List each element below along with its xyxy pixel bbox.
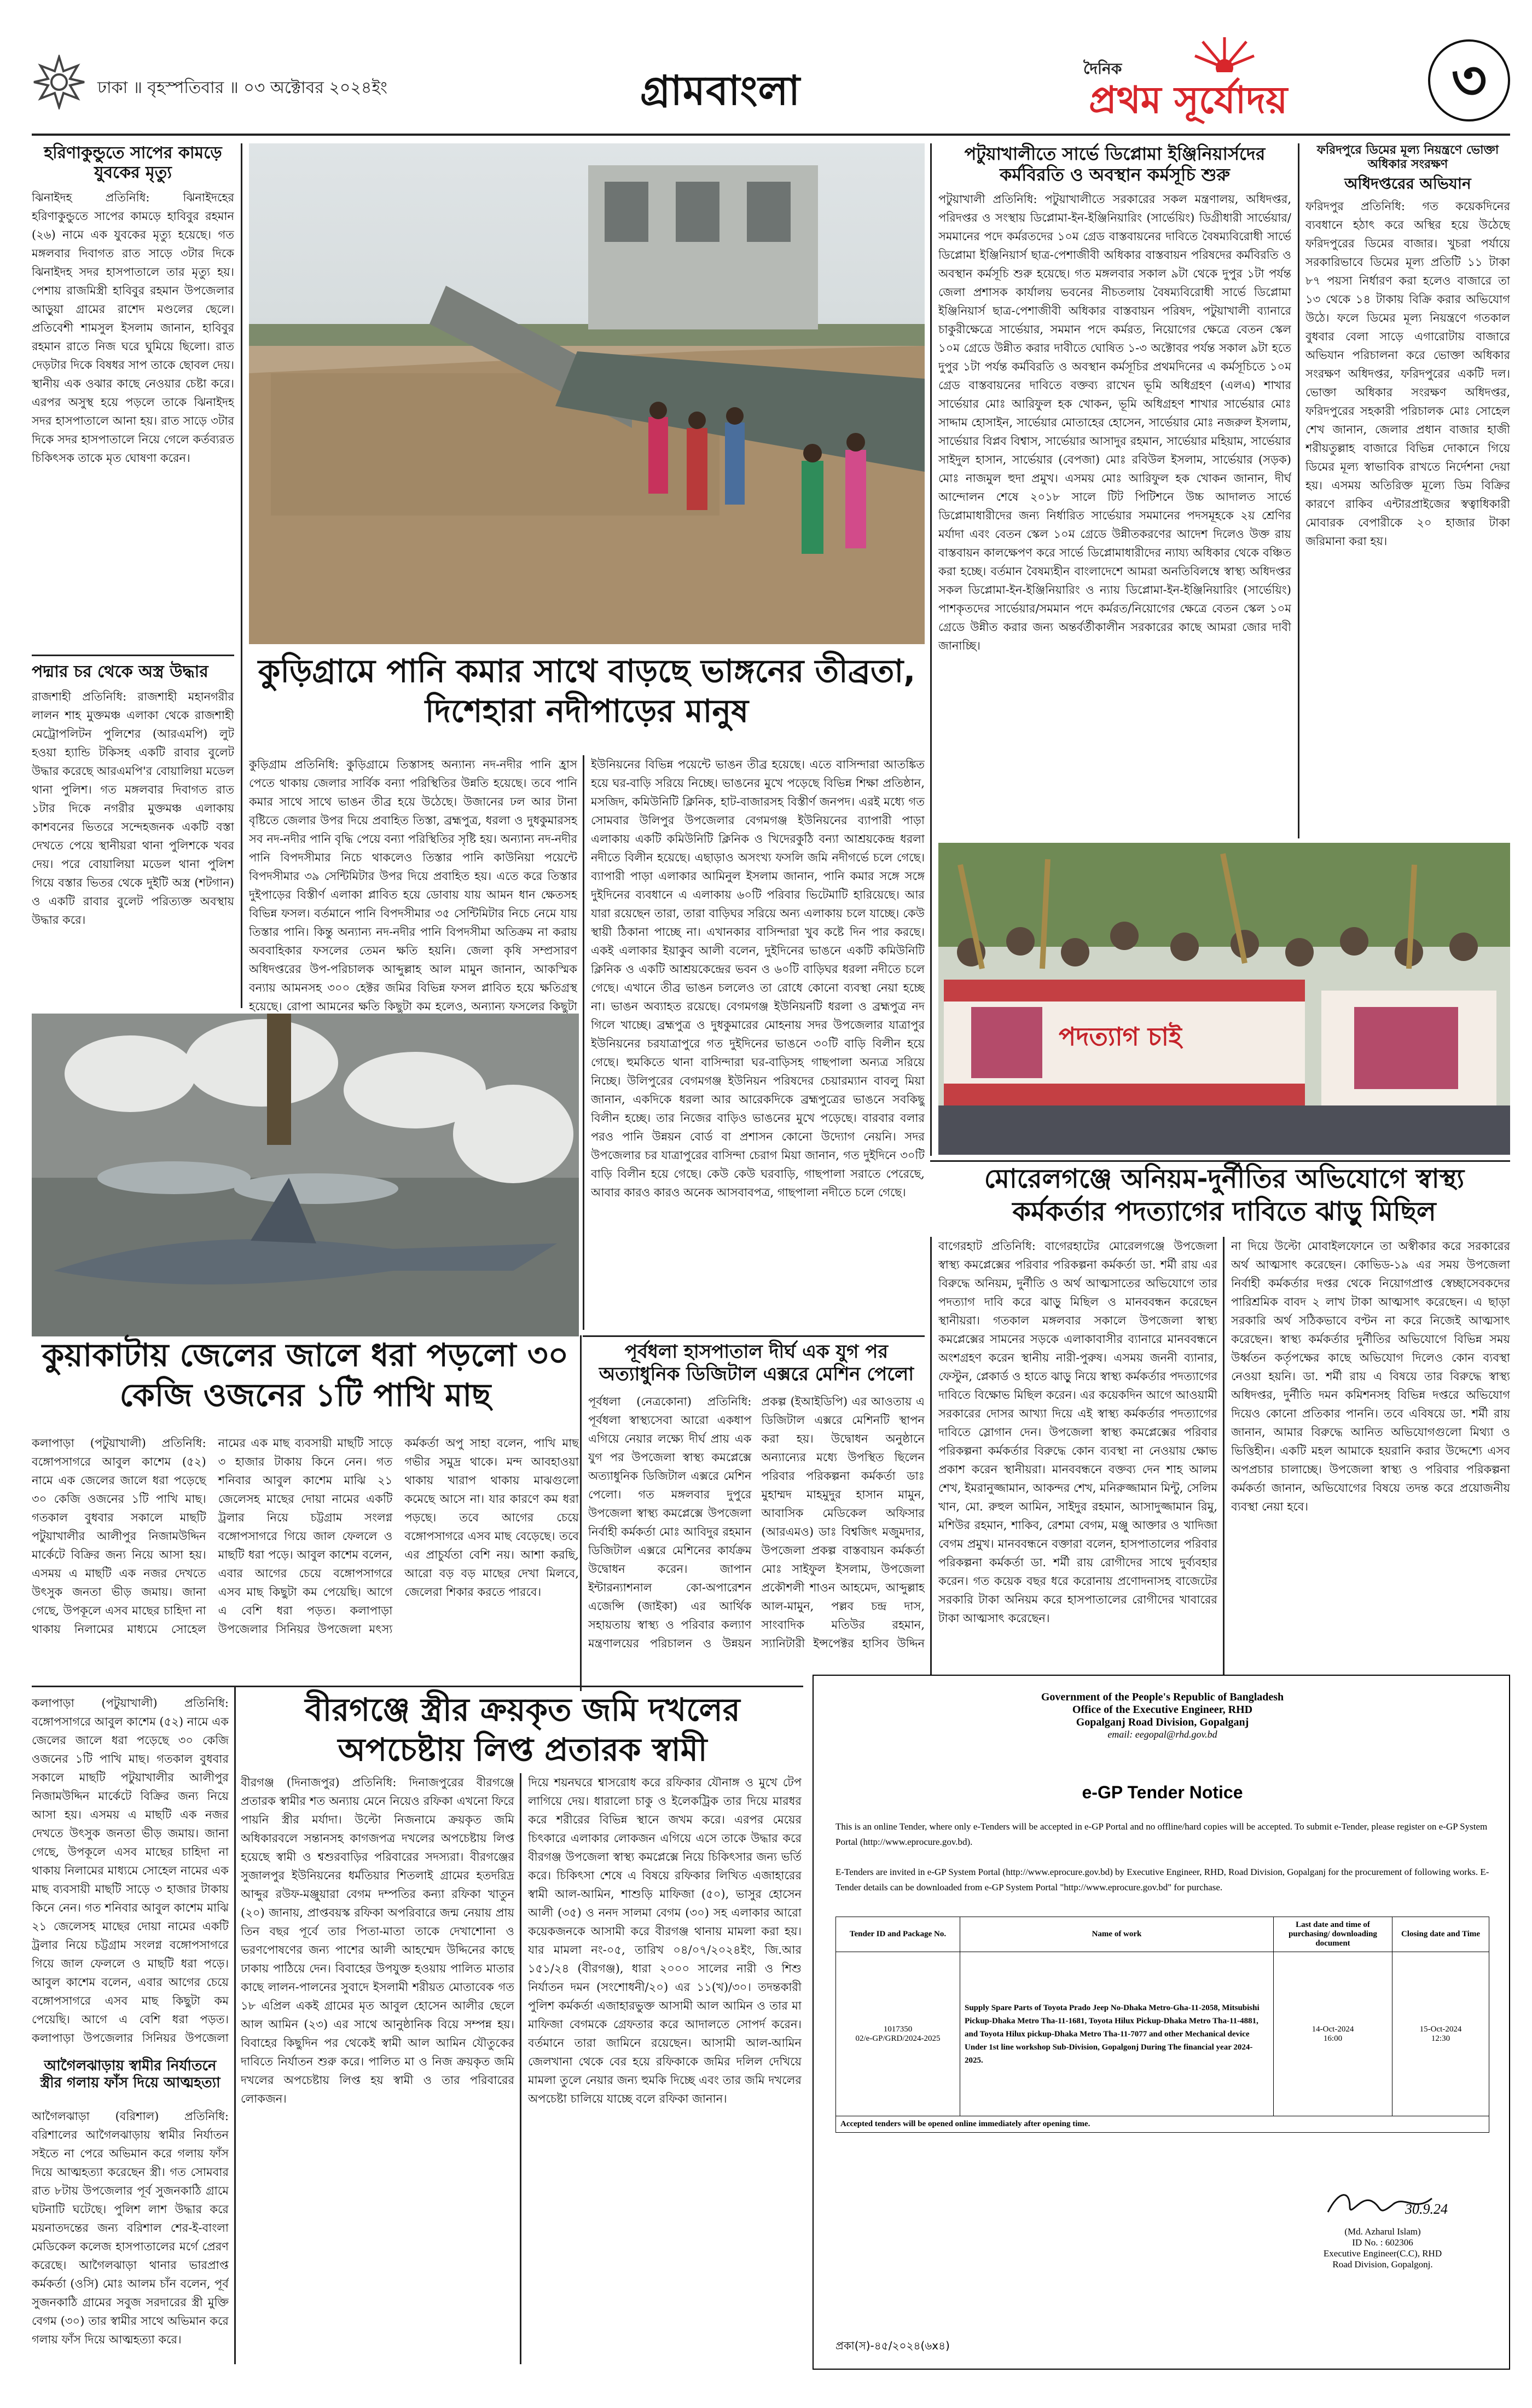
body-faridpur: ফরিদপুর প্রতিনিধি: গত কয়েকদিনের ব্যবধানে হঠাৎ করে অস্থির হয়ে উঠেছে ফরিদপুরের ডিমের বাজার। খুচরা পর্যায়ে সরকারিভাবে ডিমের মূল্য প্রতিটি ১১ টাকা ৮৭ পয়সা নির্ধারণ করা হলেও বাজারে তা ১৩ থেকে ১৪ টাকায় বিক্রি করার অভিযোগ উঠে। ফলে ডিমের মূল্য নিয়ন্ত্রণে গতকাল বুধবার বেলা সাড়ে এগারোটায় বাজারে অভিযান পরিচালনা করে ভোক্তা অধিকার সংরক্ষণ অধিদপ্তর, ফরিদপুরের একটি দল। ভোক্তা অধিকার সংরক্ষণ অধিদপ্তর, ফরিদপুরের সহকারী পরিচালক মোঃ সোহেল শেখ জানান, জেলার প্রধান বাজার হাজী শরীয়তুল্লাহ বাজারে বিভিন্ন দোকানে গিয়ে ডিমের মূল্য স্বাভাবিক রাখতে নির্দেশনা দেয়া হয়। এসময় অতিরিক্ত মূল্যে ডিম বিক্রির কারণে রাকিব এন্টারপ্রাইজের স্বত্বাধিকারী মোবারক বেপারীকে ২০ হাজার টাকা জরিমানা করা হয়।: [1305, 200, 1510, 548]
last-date: 14-Oct-2024: [1312, 2024, 1354, 2034]
th-name-of-work: Name of work: [960, 1917, 1274, 1952]
th-tender-id: Tender ID and Package No.: [836, 1917, 960, 1952]
accepted-note: Accepted tenders will be opened online immediately after opening time.: [836, 2116, 1489, 2133]
headline-snakebite: হরিণাকুন্ডুতে সাপের কামড়ে যুবকের মৃত্যু: [44, 143, 222, 182]
body-dowry-left: বীরগঞ্জ (দিনাজপুর) প্রতিনিধি: দিনাজপুরের বীরগঞ্জে প্রতারক স্বামীর শত অন্যায় মেনে নিয়েও রফিকা এখনো ফিরে পায়নি স্ত্রীর মর্যাদা। উল্টো নিজনামে ক্রয়কৃত জমি অধিকারবলে সন্তানসহ কাগজপত্র দখলের অপচেষ্টায় লিপ্ত হয়েছে স্বামী ও শ্বশুরবাড়ির পরিবারের সদস্যরা। বীরগঞ্জের সুজালপুর ইউনিয়নের ধর্মতিয়ার শিতলাই গ্রামের হতদরিদ্র আব্দুর রউফ-মঞ্জুয়ারা বেগম দম্পতির কন্যা রফিকা খাতুন (২০) জানায়, প্রাপ্তবয়স্ক রফিকা অপরিবারে জন্ম নেয়ায় প্রায় তিন বছর পূর্বে তার পিতা-মাতা তাকে দেখাশোনা ও ভরণপোষণের জন্য পাশের আলী আহম্মেদ উদ্দিনের কাছে ঢাকায় পাঠিয়ে দেন। বিবাহের উপযুক্ত হওয়ায় পালিত মাতার কাছে লালন-পালনের সুবাদে ইসলামী শরীয়ত মোতাবেক গত ১৮ এপ্রিল একই গ্রামের মৃত আবুল হোসেন আলীর ছেলে আল আমিন (২৩) এর সাথে আনুষ্ঠানিক বিয়ে সম্পন্ন হয়। বিবাহের কিছুদিন পর থেকেই স্বামী আল আমিন যৌতুকের দাবিতে নির্যাতন শুরু করে। পালিত মা ও নিজ ক্রয়কৃত জমি দখলের অপচেষ্টায় লিপ্ত হয় স্বামী ও তার পরিবারের লোকজন।: [241, 1776, 514, 2105]
banner-text: পদত্যাগ চাই: [1059, 1022, 1182, 1051]
paper-logo: [1051, 30, 1401, 123]
gov-line-2: Office of the Executive Engineer, RHD: [1072, 1704, 1253, 1716]
last-time: 16:00: [1323, 2034, 1343, 2043]
rule-dowry-mid: [520, 1773, 521, 2364]
photo-riverbank: [249, 143, 925, 644]
page-number-box: [1428, 39, 1510, 121]
body-snakebite: ঝিনাইদহ প্রতিনিধি: ঝিনাইদহের হরিণাকুন্ডুতে সাপের কামড়ে হাবিবুর রহমান (২৬) নামে এক যুবকের মৃত্যু হয়েছে। গত মঙ্গলবার দিবাগত রাত সাড়ে ৩টার দিকে ঝিনাইদহ সদর হাসপাতালে তার মৃত্যু হয়। পেশায় রাজমিস্ত্রী হাবিবুর রহমান উপজেলার আড়ুয়া গ্রামের রাশেদ মণ্ডলের ছেলে। প্রতিবেশী শামসুল ইসলাম জানান, হাবিবুর রহমান রাতে নিজ ঘরে ঘুমিয়ে ছিলো। রাত দেড়টার দিকে বিষধর সাপ তাকে ছোবল দেয়। স্থানীয় এক ওঝার কাছে নেওয়ার চেষ্টা করে। এরপর অসুস্থ হয়ে পড়লে তাকে ঝিনাইদহ সদর হাসপাতালে আনা হয়। রাত সাড়ে ৩টার দিকে সদর হাসপাতালে নিয়ে গেলে কর্তব্যরত চিকিৎসক তাকে মৃত ঘোষণা করেন।: [32, 191, 234, 465]
photo-protest: [938, 843, 1510, 1155]
th-last-date: Last date and time of purchasing/ downloading document: [1274, 1917, 1392, 1952]
cell-work: Supply Spare Parts of Toyota Prado Jeep No-Dhaka Metro-Gha-11-2058, Mitsubishi Pickup-Dhaka Metro Tha-11-1681, Toyota Hilux Pickup-Dhaka Metro Tha-11-4881, and Toyota Hilux pickup-Dhaka Metro Tha-11-7077 and other Mechanical device Under 1st line workshop Sub-Division, Gopalgonj During The financial year 2024-2025.: [960, 1952, 1274, 2116]
body-morrelganj-right: না দিয়ে উল্টো মোবাইলফোনে তা অস্বীকার করে সরকারের অর্থ আত্মসাৎ করেছেন। কোভিড-১৯ এর সময় উপজেলা নির্বাহী কর্মকর্তার দপ্তর থেকে নিয়োগপ্রাপ্ত স্বেচ্ছাসেবকদের পারিশ্রমিক বাবদ ২ লাখ টাকা আত্মসাৎ করেছেন। এ ছাড়া সরকারি অর্থ সঠিকভাবে বণ্টন না করে নিজেই আত্মসাৎ করেছেন। স্বাস্থ্য কর্মকর্তার দুর্নীতির অভিযোগে বিভিন্ন সময় উর্ধ্বতন কর্তৃপক্ষের কাছে অভিযোগ দিলেও কোন ব্যবস্থা নেওয়া হয়নি। ডা. শর্মী রায় এ বিষয়ে তার বিরুদ্ধে স্বাস্থ্য অধিদপ্তর, দুর্নীতি দমন কমিশনসহ বিভিন্ন দপ্তরে অভিযোগ দিয়েও কোনো প্রতিকার পাননি। তবে এবিষয়ে ডা. শর্মী রায় জানান, আমার বিরুদ্ধে আনিত অভিযোগগুলো মিথ্যা ও ভিত্তিহীন। একটি মহল আমাকে হয়রানি করার উদ্দেশ্যে এসব অপপ্রচার চালাচ্ছে। উপজেলা স্বাস্থ্য ও পরিবার পরিকল্পনা কর্মকর্তা জানান, অভিযোগের বিষয়ে তদন্ত করে প্রয়োজনীয় ব্যবস্থা নেয়া হবে।: [1231, 1240, 1510, 1513]
gov-line-3: Gopalganj Road Division, Gopalganj: [1076, 1716, 1249, 1728]
page-number: ৩: [1451, 48, 1487, 112]
rule-morrelganj-top: [930, 1160, 1510, 1162]
sig-name: (Md. Azharul Islam): [1344, 2226, 1421, 2237]
masthead: [0, 0, 1532, 137]
rule-col1: [241, 143, 242, 1008]
headline-purbadhala: পূর্বধলা হাসপাতাল দীর্ঘ এক যুগ পর অত্যাধুনিক ডিজিটাল এক্সরে মেশিন পেলো: [599, 1341, 914, 1385]
signature: [1284, 2185, 1481, 2270]
sig-title-2: Road Division, Gopalgonj.: [1332, 2259, 1433, 2270]
ornament-icon: [32, 55, 86, 109]
table-row: [836, 1952, 1489, 2116]
body-fish: কলাপাড়া (পটুয়াখালী) প্রতিনিধি: বঙ্গোপসাগরে আবুল কাশেম (৫২) নামে এক জেলের জালে ধরা পড়েছে ৩০ কেজি ওজনের ১টি পাখি মাছ। গতকাল বুধবার সকালে মাছটি পটুয়াখালীর আলীপুর নিজামউদ্দিন মার্কেটে বিক্রির জন্য নিয়ে আসা হয়। এসময় এ মাছটি এক নজর দেখতে উৎসুক জনতা ভীড় জমায়। জানা গেছে, উপকূলে এসব মাছের চাহিদা না থাকায় নিলামের মাধ্যমে সোহেল নামের এক মাছ ব্যবসায়ী মাছটি সাড়ে ৩ হাজার টাকায় কিনে নেন। গত শনিবার আবুল কাশেম মাঝি ২১ জেলেসহ মাছের দোয়া নামের একটি ট্রলার নিয়ে চট্টগ্রাম সংলগ্ন বঙ্গোপসাগরে গিয়ে জাল ফেললে ও মাছটি ধরা পড়ে। আবুল কাশেম বলেন, এবার আগের চেয়ে বঙ্গোপসাগরে এসব মাছ কিছুটা কম পেয়েছি। আগে এ বেশি ধরা পড়ত। কলাপাড়া উপজেলার সিনিয়র উপজেলা মৎস্য কর্মকর্তা অপু সাহা বলেন, পাখি মাছ গভীর সমুদ্র থাকে। মন্দ আবহাওয়া থাকায় খারাপ থাকায় মাঝগুলো কমেছে আসে না। যার কারণে কম ধরা পড়ছে। তবে আগের চেয়ে বঙ্গোপসাগরে এসব মাছ বেড়েছে। তবে এর প্রাচুর্যতা বেশি নয়। আশা করছি, আরো বড় বড় মাছের দেখা মিলবে, জেলেরা শিকার করতে পারবে।: [32, 1437, 579, 1636]
kicker-faridpur: ফরিদপুরে ডিমের মূল্য নিয়ন্ত্রণে ভোক্তা অধিকার সংরক্ষণ: [1316, 143, 1499, 172]
tender-notice: [813, 1675, 1510, 2370]
body-fish-continued: কলাপাড়া (পটুয়াখালী) প্রতিনিধি: বঙ্গোপসাগরে আবুল কাশেম (৫২) নামে এক জেলের জালে ধরা পড়েছে ৩০ কেজি ওজনের ১টি পাখি মাছ। গতকাল বুধবার সকালে মাছটি পটুয়াখালীর আলীপুর নিজামউদ্দিন মার্কেটে বিক্রির জন্য নিয়ে আসা হয়। এসময় এ মাছটি এক নজর দেখতে উৎসুক জনতা ভীড় জমায়। জানা গেছে, উপকূলে এসব মাছের চাহিদা না থাকায় নিলামের মাধ্যমে সোহেল নামের এক মাছ ব্যবসায়ী মাছটি সাড়ে ৩ হাজার টাকায় কিনে নেন। গত শনিবার আবুল কাশেম মাঝি ২১ জেলেসহ মাছের দোয়া নামের একটি ট্রলার নিয়ে চট্টগ্রাম সংলগ্ন বঙ্গোপসাগরে গিয়ে জাল ফেললে ও মাছটি ধরা পড়ে। আবুল কাশেম বলেন, এবার আগের চেয়ে বঙ্গোপসাগরে এসব মাছ কিছুটা কম পেয়েছি। আগে এ বেশি ধরা পড়ত। কলাপাড়া উপজেলার সিনিয়র উপজেলা: [32, 1697, 229, 2045]
article-faridpur: [1305, 143, 1510, 772]
paper-name: প্রথম সূর্যোদয়: [1089, 79, 1288, 122]
article-patuakhali: [938, 143, 1291, 786]
rule-purbadhala-right: [930, 1237, 932, 1691]
headline-patuakhali: পটুয়াখালীতে সার্ভে ডিপ্লোমা ইঞ্জিনিয়ার্সদের কর্মবিরতি ও অবস্থান কর্মসূচি শুরু: [964, 143, 1266, 186]
headline-faridpur: অধিদপ্তরের অভিযান: [1344, 174, 1471, 193]
body-purbadhala: পূর্বধলা (নেত্রকোনা) প্রতিনিধি: পূর্বধলা স্বাস্থ্যসেবা আরো একধাপ এগিয়ে নেয়ার লক্ষ্যে দীর্ঘ প্রায় এক যুগ পর উপজেলা স্বাস্থ্য কমপ্লেক্সে অত্যাধুনিক ডিজিটাল এক্সরে মেশিন পেলো। গত মঙ্গলবার দুপুরে উপজেলা স্বাস্থ্য কমপ্লেক্সে উপজেলা নির্বাহী কর্মকর্তা মোঃ আবিদুর রহমান ডিজিটাল এক্সরে মেশিনের কার্যক্রম উদ্বোধন করেন। জাপান ইন্টারন্যাশনাল কো-অপারেশন এজেন্সি (জাইকা) এর আর্থিক সহায়তায় স্বাস্থ্য ও পরিবার কল্যাণ মন্ত্রণালয়ের পরিচালন ও উন্নয়ন প্রকল্প (ইআইডিপি) এর আওতায় এ ডিজিটাল এক্সরে মেশিনটি স্থাপন করা হয়। উদ্বোধন অনুষ্ঠানে অন্যান্যের মধ্যে উপস্থিত ছিলেন পরিবার পরিকল্পনা কর্মকর্তা ডাঃ মুহাম্মদ মাহমুদুর হাসান মামুন, আবাসিক মেডিকেল অফিসার (আরএমও) ডাঃ বিশ্বজিৎ মজুমদার, উপজেলা প্রকল্প বাস্তবায়ন কর্মকর্তা মোঃ সাইফুল ইসলাম, উপজেলা প্রকৌশলী শাওন আহমেদ, আব্দুল্লাহ আল-মামুন, পল্লব চন্দ্র দাস, সাংবাদিক মতিউর রহমান, স্যানিটারী ইন্সপেক্টর হাসিব উদ্দিন: [588, 1394, 925, 1650]
headline-morrelganj: মোরেলগঞ্জে অনিয়ম-দুর্নীতির অভিযোগে স্বাস্থ্য কর্মকর্তার পদত্যাগের দাবিতে ঝাড়ু মিছিল: [984, 1164, 1465, 1227]
closing-date: 15-Oct-2024: [1419, 2024, 1462, 2034]
cell-last-date: [1274, 1952, 1392, 2116]
signature-date: 30.9.24: [1405, 2201, 1448, 2217]
rule-suicide: [234, 1686, 236, 2364]
body-kurigram-right: ইউনিয়নের বিভিন্ন পয়েন্টে ভাঙন তীব্র হয়েছে। এতে বাসিন্দারা আতঙ্কিত হয়ে ঘর-বাড়ি সরিয়ে নিচ্ছে। ভাঙনের মুখে পড়েছে বিভিন্ন শিক্ষা প্রতিষ্ঠান, মসজিদ, কমিউনিটি ক্লিনিক, হাট-বাজারসহ বিস্তীর্ণ জনপদ। এরই মধ্যে গত সোমবার উলিপুর উপজেলার বেগমগঞ্জ ইউনিয়নের ব্যাপারী পাড়া এলাকায় একটি কমিউনিটি ক্লিনিক ও খিদেরকুঠি বন্যা আশ্রয়কেন্দ্র ধরলা নদীতে বিলীন হয়েছে। এছাড়াও অসংখ্য ফসলি জমি নদীগর্ভে চলে গেছে। ব্যাপারী পাড়া এলাকার আমিনুল ইসলাম জানান, পানি কমার সঙ্গে সঙ্গে দুইদিনের ব্যবধানে এ এলাকায় ৬০টি পরিবার ভিটেমাটি হারিয়েছে। আর যারা রয়েছেন তারা, তারা বাড়িঘর সরিয়ে অন্য এলাকায় চলে যাচ্ছে। কেউ স্থায়ী ঠিকানা পাচ্ছে না। এখানকার বাসিন্দারা খুব কষ্টে দিন পার করছে। একই এলাকার ইয়াকুব আলী বলেন, দুইদিনের ভাঙনে একটি কমিউনিটি ক্লিনিক ও একটি আশ্রয়কেন্দ্রের ভবন ও ৬০টি বাড়িঘর ধরলা নদীতে চলে গেছে। এখানে তীব্র ভাঙন চললেও তা রোধে কোনো ব্যবস্থা নেয়া হচ্ছে না। ভাঙন অব্যাহত রয়েছে। বেগমগঞ্জ ইউনিয়নটি ধরলা ও ব্রহ্মপুত্র নদ গিলে খাচ্ছে। ব্রহ্মপুত্র ও দুধকুমারের মোহনায় সদর উপজেলার যাত্রাপুর ইউনিয়নের চরযাত্রাপুরে গত দুইদিনের ভাঙনে ৩০টি বাড়ি বিলীন হয়ে গেছে। হুমকিতে থানা বাসিন্দারা ঘর-বাড়িসহ গাছপালা অন্যত্র সরিয়ে নিচ্ছে। উলিপুরের বেগমগঞ্জ ইউনিয়ন পরিষদের চেয়ারম্যান বাবলু মিয়া জানান, একদিকে ধরলা আর আরেকদিকে ব্রহ্মপুত্রের ভাঙনে সবকিছু বিলীন হচ্ছে। তার নিজের বাড়িও ভাঙনের মুখে পড়েছে। বারবার বলার পরও পানি উন্নয়ন বোর্ড বা প্রশাসন কোনো উদ্যোগ নেয়নি। সদর উপজেলার চর যাত্রাপুরের বাসিন্দা চেরাগ মিয়া জানান, গত দুইদিনে ৩০টি বাড়ি বিলীন হয়ে গেছে। কেউ কেউ ঘরবাড়ি, গাছপালা সরাতে পেরেছে, আবার কারও কারও অনেক আসবাবপত্র, গাছপালা নদীতে চলে গেছে।: [591, 758, 925, 1199]
tender-table-header: [836, 1917, 1489, 1952]
tender-title: e-GP Tender Notice: [1082, 1782, 1243, 1802]
masthead-rule: [32, 134, 1510, 136]
tender-package: 02/e-GP/GRD/2024-2025: [855, 2034, 941, 2043]
cell-tender-id: [836, 1952, 960, 2116]
tender-ref: প্রকা(স)-৪৫/২০২৪(৬x৪): [835, 2339, 950, 2352]
gov-block: [814, 1691, 1511, 1740]
photo-fish: [32, 1014, 579, 1336]
body-suicide: আগৈলঝাড়া (বরিশাল) প্রতিনিধি: বরিশালের আগৈলঝাড়ায় স্বামীর নির্যাতন সইতে না পেরে অভিমান করে গলায় ফাঁস দিয়ে আত্মহত্যা করেছেন স্ত্রী। গত সোমবার রাত ৮টায় উপজেলার পূর্ব সুজনকাঠি গ্রামে ঘটনাটি ঘটেছে। পুলিশ লাশ উদ্ধার করে ময়নাতদন্তের জন্য বরিশাল শের-ই-বাংলা মেডিকেল কলেজ হাসপাতালের মর্গে প্রেরণ করেছে। আগৈলঝাড়া থানার ভারপ্রাপ্ত কর্মকর্তা (ওসি) মোঃ আলম চাঁন বলেন, পূর্ব সুজনকাঠি গ্রামের সবুজ সরদারের স্ত্রী মুক্তি বেগম (৩০) তার স্বামীর সাথে অভিমান করে গলায় ফাঁস দিয়ে আত্মহত্যা করে।: [32, 2110, 229, 2346]
rule-purbadhala-top: [583, 1335, 925, 1337]
rule-col-right: [930, 143, 932, 1156]
article-arms: [32, 662, 234, 1027]
tender-table: [835, 1917, 1489, 2133]
article-snakebite: [32, 143, 234, 659]
headline-suicide: আগৈলঝাড়ায় স্বামীর নির্যাতনে স্ত্রীর গলায় ফাঁস দিয়ে আত্মহত্যা: [40, 2058, 220, 2092]
tender-id: 1017350: [883, 2024, 913, 2034]
headline-fish: কুয়াকাটায় জেলের জালে ধরা পড়লো ৩০ কেজি ওজনের ১টি পাখি মাছ: [42, 1336, 569, 1414]
tender-para-1: This is an online Tender, where only e-Tenders will be accepted in e-GP Portal and no offline/hard copies will be accepted. To submit e-Tender, please register on e-GP System Portal (http://www.eprocure.gov.bd).: [835, 1821, 1488, 1847]
sig-title-1: Executive Engineer(C.C), RHD: [1323, 2248, 1442, 2259]
paper-small: দৈনিক: [1083, 60, 1122, 78]
rule-dowry-top: [32, 1686, 803, 1687]
gov-line-4: email: eegopal@rhd.gov.bd: [1107, 1729, 1217, 1740]
headline-dowry: বীরগঞ্জে স্ত্রীর ক্রয়কৃত জমি দখলের অপচেষ্টায় লিপ্ত প্রতারক স্বামী: [305, 1691, 740, 1768]
th-closing-date: Closing date and Time: [1392, 1917, 1489, 1952]
headline-kurigram: কুড়িগ্রামে পানি কমার সাথে বাড়ছে ভাঙ্গনের তীব্রতা, দিশেহারা নদীপাড়ের মানুষ: [258, 652, 916, 730]
headline-arms: পদ্মার চর থেকে অস্ত্র উদ্ধার: [32, 662, 208, 681]
body-patuakhali: পটুয়াখালী প্রতিনিধি: পটুয়াখালীতে সরকারের সকল মন্ত্রণালয়, অধিদপ্তর, পরিদপ্তর ও সংস্থায় ডিপ্লোমা-ইন-ইঞ্জিনিয়ারিং (সার্ভেয়িং) ডিগ্রীধারী সার্ভেয়ার/ সমমানের পদে কর্মরতদের ১০ম গ্রেড বাস্তবায়নের দাবিতে বৈষম্যবিরোধী সার্ভে ডিপ্লোমা ইঞ্জিনিয়ার্স ছাত্র-পেশাজীবী অধিকার বাস্তবায়ন পরিষদের কর্মবিরতি ও অবস্থান কর্মসূচি শুরু হয়েছে। গত মঙ্গলবার সকাল ৯টা থেকে দুপুর ১টা পর্যন্ত জেলা প্রশাসক কার্যালয় ভবনের নীচতলায় বৈষম্যবিরোধী সার্ভে ডিপ্লোমা ইঞ্জিনিয়ার্স ছাত্র-পেশাজীবী অধিকার বাস্তবায়ন পরিষদ, পটুয়াখালী ব্যানারে চাকুরীক্ষেত্রে সার্ভেয়ার, সমমান পদে কর্মরত, নিয়োগের ক্ষেত্রে বেতন স্কেল ১০ম গ্রেডে উন্নীত করার দাবীতে ঘোষিত ১-৩ অক্টোবর পর্যন্ত সকাল ৯টা হতে দুপুর ১টা পর্যন্ত কর্মবিরতি ও অবস্থান কর্মসূচির প্রথমদিনের এ কর্মসূচিতে ১০ম গ্রেড বাস্তবায়নের দাবিতে বক্তব্য রাখেন ভূমি অধিগ্রহণ (এলএ) শাখার সার্ভেয়ার মোঃ আরিফুল হক খোকন, ভূমি অধিগ্রহণ শাখার সার্ভেয়ার মোঃ সাদ্দাম হোসাইন, সার্ভেয়ার মোতাহের হোসেন, সার্ভেয়ার মোঃ নজরুল ইসলাম, সার্ভেয়ার বিপ্লব বিশ্বাস, সার্ভেয়ার আসাদুর রহমান, সার্ভেয়ার মহিয়াম, সার্ভেয়ার সাইদুল হাসান, সার্ভেয়ার (বেপজা) মোঃ রবিউল ইসলাম, সার্ভেয়ার (সড়ক) মোঃ নাজমুল হুদা প্রমুখ। এসময় মোঃ আরিফুল হক খোকন জানান, দীর্ঘ আন্দোলন শেষে ২০১৮ সালে টিট পিটিশনে উচ্চ আদালত সার্ভে ডিপ্লোমাধারীদের জন্য নির্ধারিত সার্ভেয়ার সমমানের পদসমূহকে ২য় শ্রেণির মর্যাদা এবং বেতন স্কেল ১০ম গ্রেডে উন্নীতকরণের আদেশ দিলেও উক্ত রায় বাস্তবায়ন কালক্ষেপণ করে সার্ভে ডিপ্লোমাধারীদের ন্যায্য অধিকার থেকে বঞ্চিত করা হচ্ছে। বর্তমান বৈষম্যহীন বাংলাদেশে আমরা অনতিবিলম্বে স্বাস্থ্য অধিদপ্তর সকল ডিপ্লোমা-ইন-ইঞ্জিনিয়ারিং ও ন্যায় ডিপ্লোমা-ইন-ইঞ্জিনিয়ারিং (সার্ভেয়িং) পাশকৃতদের সার্ভেয়ার/সমমান পদে কর্মরত/নিয়োগের ক্ষেত্রে বেতন স্কেল ১০ম গ্রেডে উন্নীত করার জন্য অন্তর্বর্তীকালীন সরকারের কাছে আমরা জোর দাবী জানাচ্ছি।: [938, 192, 1291, 652]
body-arms: রাজশাহী প্রতিনিধি: রাজশাহী মহানগরীর লালন শাহ মুক্তমঞ্চ এলাকা থেকে রাজশাহী মেট্রোপলিটন পুলিশের (আরএমপি) লুট হওয়া হ্যান্ডি টকিসহ একটি রাবার বুলেট উদ্ধার করেছে আরএমপি'র বোয়ালিয়া মডেল থানা পুলিশ। গত মঙ্গলবার দিবাগত রাত ১টার দিকে নগরীর মুক্তমঞ্চ এলাকায় কাশবনের ভিতরে সন্দেহজনক একটি বস্তা দেখতে পেয়ে স্থানীয়রা থানা পুলিশকে খবর দেয়। পরে বোয়ালিয়া মডেল থানা পুলিশ গিয়ে বস্তার ভিতর থেকে দুইটি অস্ত্র (শটগান) ও একটি রাবার বুলেট পরিত্যক্ত অবস্থায় উদ্ধার করে।: [32, 690, 234, 927]
body-kurigram-left: কুড়িগ্রাম প্রতিনিধি: কুড়িগ্রামে তিস্তাসহ অন্যান্য নদ-নদীর পানি হ্রাস পেতে থাকায় জেলার সার্বিক বন্যা পরিস্থিতির উন্নতি হয়েছে। তবে পানি কমার সাথে সাথে ভাঙন তীব্র হয়ে উঠেছে। উজানের ঢল আর টানা বৃষ্টিতে জেলার উপর দিয়ে প্রবাহিত তিস্তা, ব্রহ্মপুত্র, ধরলা ও দুধকুমারসহ সব নদ-নদীর পানি বৃদ্ধি পেয়ে বন্যা পরিস্থিতির সৃষ্টি হয়। অন্যান্য নদ-নদীর পানি বিপদসীমার নিচে থাকলেও তিস্তার পানি কাউনিয়া পয়েন্টে বিপদসীমার ৩৯ সেন্টিমিটার উপর দিয়ে প্রবাহিত হয়। এতে করে তিস্তার দুইপাড়ের বিস্তীর্ণ এলাকা প্লাবিত হয়ে ডোবায় যায় আমন ধান ক্ষেতসহ বিভিন্ন ফসল। বর্তমানে পানি বিপদসীমার ৩৫ সেন্টিমিটার নিচে নেমে যায় তিস্তার পানি। কিন্তু অন্যান্য নদ-নদীর পানি বিপদসীমা অতিক্রম না করায় অববাহিকার ফসলের তেমন ক্ষতি হয়নি। জেলা কৃষি সম্প্রসারণ অধিদপ্তরের উপ-পরিচালক আব্দুল্লাহ আল মামুন জানান, আকস্মিক বন্যায় আমনসহ ৩০০ হেক্টর জমির বিভিন্ন ফসল প্লাবিত হয়ে ক্ষতিগ্রস্থ হয়েছে। রোপা আমনের ক্ষতি কিছুটা কম হলেও, অন্যান্য ফসলের কিছুটা: [249, 758, 577, 1013]
tender-para-2: E-Tenders are invited in e-GP System Portal (http://www.eprocure.gov.bd) by Executive Engineer, RHD, Road Division, Gopalganj for the procurement of following works. E-Tender details can be downloaded from e-GP System Portal "http://www.eprocure.gov.bd" for purchase.: [835, 1867, 1489, 1892]
body-morrelganj-left: বাগেরহাট প্রতিনিধি: বাগেরহাটের মোরেলগঞ্জে উপজেলা স্বাস্থ্য কমপ্লেক্সের পরিবার পরিকল্পনা কর্মকর্তা ডা. শর্মী রায় এর বিরুদ্ধে অনিয়ম, দুর্নীতি ও অর্থ আত্মসাতের অভিযোগে তার পদত্যাগ দাবি করে ঝাড়ু মিছিল ও মানববন্ধন করেছেন স্থানীয়রা। গতকাল মঙ্গলবার সকালে উপজেলা স্বাস্থ্য কমপ্লেক্সের সামনের সড়কে এলাকাবাসীর ব্যানারে মানববন্ধনে অংশগ্রহণ করেন স্থানীয় নারী-পুরুষ। এসময় জননী ব্যানার, ফেস্টুন, প্লেকার্ড ও হাতে ঝাড়ু নিয়ে স্বাস্থ্য কর্মকর্তার পদত্যাগের দাবিতে বিক্ষোভ মিছিল করেন। এর কয়েকদিন আগে আওয়ামী সরকারের দোসর আখ্যা দিয়ে এই স্বাস্থ্য কর্মকর্তার পদত্যাগের দাবিতে স্লোগান দেন। উপজেলা স্বাস্থ্য কমপ্লেক্সের পরিবার পরিকল্পনা কর্মকর্তার বিরুদ্ধে কোন ব্যবস্থা না নেওয়ায় ক্ষোভ প্রকাশ করেন স্থানীয়রা। মানববন্ধনে বক্তব্য দেন শাহ আলম শেখ, ইমরানুজ্জামান, আকন্দর শেখ, মনিরুজ্জামান মিন্টু, সেলিম খান, মো. রুহুল আমিন, সাইদুর রহমান, আসাদুজ্জামান রিমু, মশিউর রহমান, শাকিব, রেশমা বেগম, মঞ্জু আক্তার ও খাদিজা বেগম প্রমুখ। মানববন্ধনে বক্তারা বলেন, হাসপাতালের পরিবার পরিকল্পনা কর্মকর্তা ডা. শর্মী রায় রোগীদের সাথে দুর্ব্যবহার করেন। গত কয়েক বছর ধরে করোনায় প্রণোদনাসহ বাজেটের সরকারি টাকা অনিয়ম করে হাসপাতালের রোগীদের খাবারের টাকা আত্মসাৎ করেছেন।: [938, 1240, 1217, 1625]
dateline: ঢাকা ॥ বৃহস্পতিবার ॥ ০৩ অক্টোবর ২০২৪ইং: [97, 78, 387, 97]
rule-col1-a: [32, 655, 234, 656]
closing-time: 12:30: [1431, 2034, 1450, 2043]
rule-faridpur: [1298, 143, 1299, 838]
table-row-accepted: [836, 2116, 1489, 2133]
article-suicide: [32, 2058, 229, 2092]
body-dowry-right: দিয়ে শয়নঘরে শ্বাসরোধ করে রফিকার যৌনাঙ্গ ও মুখে টেপ লাগিয়ে দেয়। ধারালো চাকু ও ইলেকট্রিক তার দিয়ে মারধর করে শরীরের বিভিন্ন স্থানে জখম করে। এরপর মেয়ের চিৎকারে এলাকার লোকজন এগিয়ে এসে তাকে উদ্ধার করে বীরগঞ্জ উপজেলা স্বাস্থ্য কমপ্লেক্সে নিয়ে চিকিৎসার জন্য ভর্তি করে। চিকিৎসা শেষে এ বিষয়ে রফিকার লিখিত এজাহারের স্বামী আল-আমিন, শাশুড়ি মাফিজা (৫০), ভাসুর হোসেন আলী (৩৫) ও ননদ সালমা বেগম (৩০) সহ এলাকার আরো কয়েকজনকে আসামী করে বীরগঞ্জ থানায় মামলা করা হয়। যার মামলা নং-০৫, তারিখ ০৪/০৭/২০২৪ইং, জি.আর ১৫১/২৪ (বীরগঞ্জ), ধারা ২০০০ সালের নারী ও শিশু নির্যাতন দমন (সংশোধনী/২০) এর ১১(খ)/৩০। তদন্তকারী পুলিশ কর্মকর্তা এজাহারভুক্ত আসামী আল আমিন ও তার মা মাফিজা বেগমকে গ্রেফতার করে আদালতে সোপর্দ করেন। বর্তমানে তারা জামিনে রয়েছেন। আসামী আল-আমিন জেলখানা থেকে বের হয়ে রফিকাকে জমির দলিল দেখিয়ে মামলা তুলে নেয়ার জন্য হুমকি দিচ্ছে এবং তার জমি দখলের অপচেষ্টা চালিয়ে যাচ্ছে বলে রফিকা জানান।: [528, 1776, 802, 2105]
gov-line-1: Government of the People's Republic of Bangladesh: [1041, 1691, 1284, 1703]
cell-closing-date: [1392, 1952, 1489, 2116]
rule-purbadhala: [580, 1335, 582, 1691]
sun-icon: [1192, 34, 1257, 72]
article-purbadhala: [588, 1341, 925, 1666]
rule-lead-mid: [583, 755, 584, 1330]
sig-id: ID No. : 602306: [1352, 2237, 1413, 2248]
section-title: গ্রামবাংলা: [640, 67, 801, 114]
